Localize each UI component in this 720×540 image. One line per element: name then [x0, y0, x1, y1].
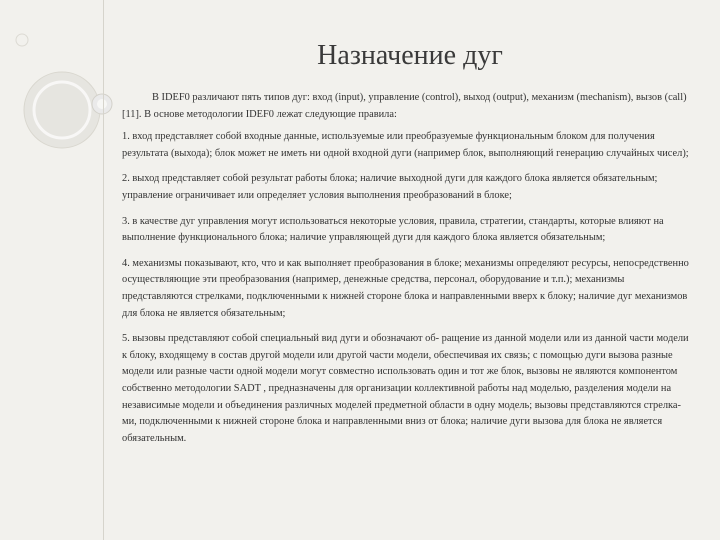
intro-paragraph: В IDEF0 различают пять типов дуг: вход (input), управление (control), выход (output), механизм (mechanism), вызов (call) [11]. В основе методологии IDEF0 лежат следующие правила: — [122, 92, 687, 120]
rule-5: 5. вызовы представляют собой специальный вид дуги и обозначают об- ращение из данной модели или из данной части модели к блоку, входящему в состав другой модели или другой части модели, обеспечивая их связь; с помощью дуги вызова разные модели или разные части одной модели могут совместно использовать один и тот же блок, вызовы не являются компонентом собственно методологии SADT , предназначены для организации коллективной работы над моделью, разделения модели на независимые модели и объединения различных моделей предметной области в одну модель; вызовы представляются стрелка- ми, подключенными к нижней стороне блока и направленными вниз от блока; наличие дуги вызова для блока не является обязательным. — [122, 333, 689, 444]
slide-body — [122, 90, 690, 447]
rule-3: 3. в качестве дуг управления могут использоваться некоторые условия, правила, стратегии, стандарты, которые влияют на выполнение функционального блока; наличие управляющей дуги для каждого блока является обязательным; — [122, 215, 664, 244]
rule-1: 1. вход представляет собой входные данные, используемые или преобразуемые функциональным блоком для получения результата (выхода); блок может не иметь ни одной входной дуги (например блок, выполняющий генерацию случайных чисел); — [122, 131, 689, 159]
rule-4: 4. механизмы показывают, кто, что и как выполняет преобразования в блоке; механизмы определяют ресурсы, непосредственно осуществляющие эти преобразования (например, денежные средства, персонал, оборудование и т.п.); механизмы представляются стрелками, подключенными к нижней стороне блока и направленными вверх к блоку; наличие дуг механизмов для блока не является обязательным; — [122, 257, 689, 319]
slide-title: Назначение дуг — [317, 40, 503, 71]
rule-2: 2. выход представляет собой результат работы блока; наличие выходной дуги для каждого блока является обязательным; управление ограничивает или определяет условия выполнения преобразований в блоке; — [122, 173, 658, 201]
divider-line — [103, 0, 104, 540]
